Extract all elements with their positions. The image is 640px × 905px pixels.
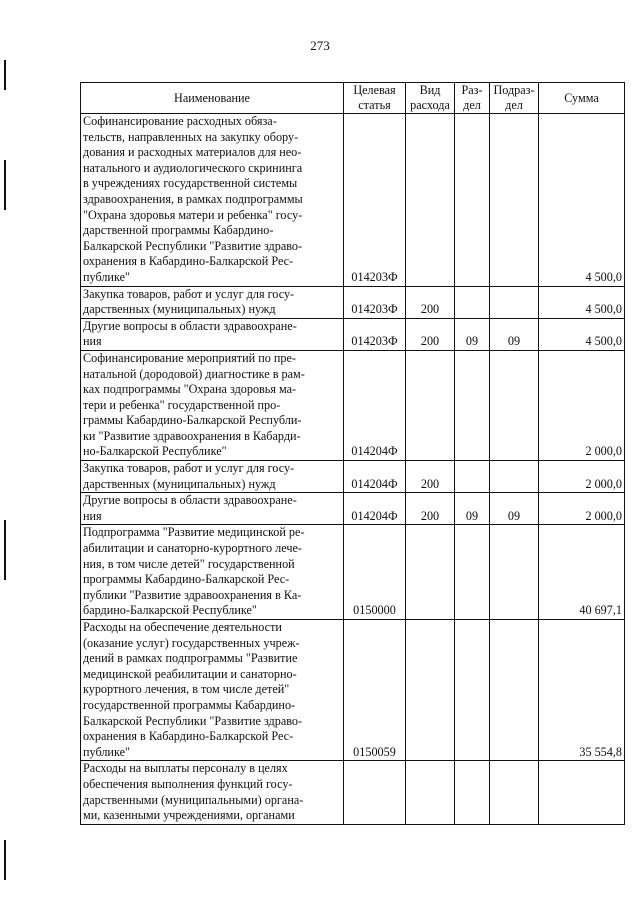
header-amount: Сумма [539, 83, 625, 114]
table-row [81, 318, 625, 350]
row-subsection: 09 [490, 493, 539, 525]
row-section: 09 [455, 493, 490, 525]
row-subsection [490, 286, 539, 318]
row-amount: 2 000,0 [539, 461, 625, 493]
table-row [81, 493, 625, 525]
row-kind: 200 [406, 318, 455, 350]
margin-mark [4, 520, 6, 580]
row-subsection: 09 [490, 318, 539, 350]
row-section: 09 [455, 318, 490, 350]
row-kind [406, 525, 455, 620]
row-target: 0150059 [344, 620, 406, 761]
row-section [455, 461, 490, 493]
row-target: 014204Ф [344, 461, 406, 493]
margin-mark [4, 840, 6, 880]
row-name: Другие вопросы в области здравоохране- ния [81, 318, 344, 350]
table-row [81, 350, 625, 460]
row-subsection [490, 525, 539, 620]
header-target: Целевая статья [344, 83, 406, 114]
row-section [455, 114, 490, 287]
row-name: Софинансирование мероприятий по пре- натальной (дородовой) диагностике в рам- ках подпрограммы "Охрана здоровья ма- тери и ребенка" государственной про- граммы Кабардино-Балкарской Республи- ки "Развитие здравоохранения в Кабарди- но-Балкарской Республике" [81, 350, 344, 460]
row-amount: 4 500,0 [539, 318, 625, 350]
row-kind: 200 [406, 286, 455, 318]
row-kind: 200 [406, 493, 455, 525]
table-row [81, 620, 625, 761]
page-number: 273 [310, 38, 330, 53]
row-section [455, 286, 490, 318]
table-row [81, 761, 625, 824]
row-section [455, 620, 490, 761]
header-name: Наименование [81, 83, 344, 114]
row-target: 0150000 [344, 525, 406, 620]
row-kind [406, 761, 455, 824]
row-amount: 2 000,0 [539, 350, 625, 460]
row-amount: 35 554,8 [539, 620, 625, 761]
margin-mark [4, 160, 6, 210]
header-subsection: Подраз- дел [490, 83, 539, 114]
row-amount: 4 500,0 [539, 286, 625, 318]
table-row [81, 114, 625, 287]
table-row [81, 286, 625, 318]
row-kind [406, 114, 455, 287]
row-amount: 40 697,1 [539, 525, 625, 620]
row-target: 014203Ф [344, 318, 406, 350]
row-subsection [490, 461, 539, 493]
header-kind: Вид расхода [406, 83, 455, 114]
row-section [455, 761, 490, 824]
row-name: Другие вопросы в области здравоохране- ния [81, 493, 344, 525]
row-subsection [490, 350, 539, 460]
row-name: Расходы на выплаты персоналу в целях обеспечения выполнения функций госу- дарственными (муниципальными) органа- ми, казенными учреждениями, органами [81, 761, 344, 824]
row-target: 014204Ф [344, 350, 406, 460]
row-target: 014203Ф [344, 286, 406, 318]
row-kind [406, 350, 455, 460]
row-section [455, 525, 490, 620]
row-name: Расходы на обеспечение деятельности (оказание услуг) государственных учреж- дений в рамках подпрограммы "Развитие медицинской реабилитации и санаторно- курортного лечения, в том числе детей" государственной программы Кабардино- Балкарской Республики "Развитие здраво- охранения в Кабардино-Балкарской Рес- публике" [81, 620, 344, 761]
table-row [81, 461, 625, 493]
budget-table [80, 82, 625, 825]
row-kind: 200 [406, 461, 455, 493]
row-section [455, 350, 490, 460]
row-amount: 4 500,0 [539, 114, 625, 287]
margin-mark [4, 60, 6, 90]
row-amount: 2 000,0 [539, 493, 625, 525]
row-name: Софинансирование расходных обяза- тельств, направленных на закупку обору- дования и расходных материалов для нео- натального и аудиологического скрининга в учреждениях государственной системы здравоохранения, в рамках подпрограммы "Охрана здоровья матери и ребенка" госу- дарственной программы Кабардино- Балкарской Республики "Развитие здраво- охранения в Кабардино-Балкарской Рес- публике" [81, 114, 344, 287]
row-kind [406, 620, 455, 761]
row-name: Закупка товаров, работ и услуг для госу- дарственных (муниципальных) нужд [81, 286, 344, 318]
row-subsection [490, 114, 539, 287]
table-header-row [81, 83, 625, 114]
row-name: Закупка товаров, работ и услуг для госу- дарственных (муниципальных) нужд [81, 461, 344, 493]
row-name: Подпрограмма "Развитие медицинской ре- абилитации и санаторно-курортного лече- ния, в том числе детей" государственной программы Кабардино-Балкарской Рес- публики "Развитие здравоохранения в Ка- бардино-Балкарской Республике" [81, 525, 344, 620]
row-subsection [490, 761, 539, 824]
row-subsection [490, 620, 539, 761]
header-section: Раз- дел [455, 83, 490, 114]
row-target: 014204Ф [344, 493, 406, 525]
row-target [344, 761, 406, 824]
row-amount [539, 761, 625, 824]
row-target: 014203Ф [344, 114, 406, 287]
table-row [81, 525, 625, 620]
